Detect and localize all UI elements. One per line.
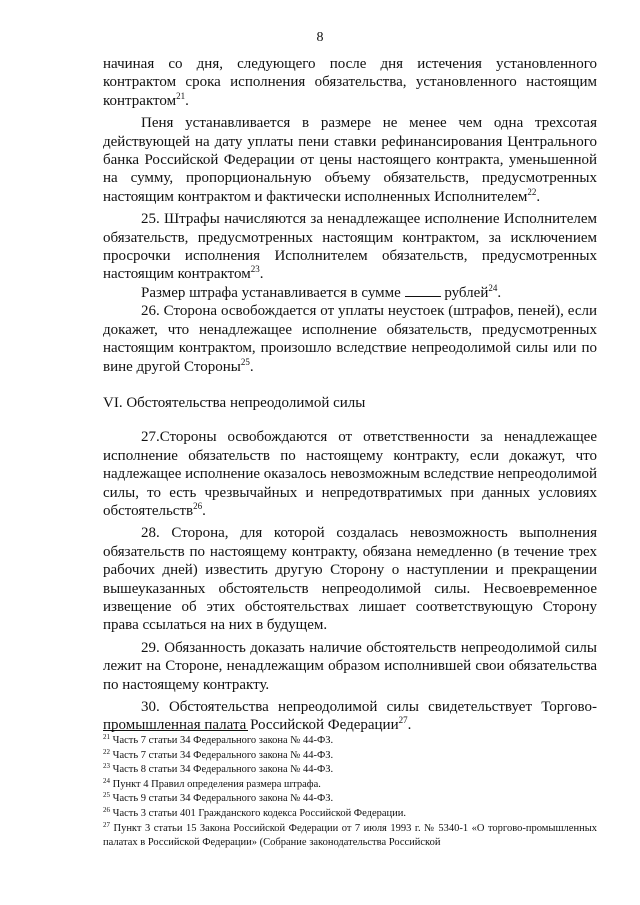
footnote: $^{21}$ Часть 7 статьи 34 Федерального закона № 44-ФЗ. [103,733,334,746]
footnote-ref[interactable]: 21 [176,90,186,101]
footnote-ref[interactable]: 22 [527,186,537,197]
document-body [103,55,597,735]
footnote-divider [103,730,248,731]
footnote: $^{26}$ Часть 3 статьи 401 Гражданского кодекса Российской Федерации. [103,805,407,819]
footnote-ref[interactable]: 24 [488,282,498,293]
paragraph-continuation: начиная со дня, следующего после дня истечения установленного контрактом срока исполнения обязательства, установленного настоящим контрактом$^{21}$. [103,56,597,109]
paragraph-penalty-rate: Пеня устанавливается в размере не менее чем одна трехсотая действующей на дату уплаты пени ставки рефинансирования Центрального банка Российской Федерации от цены настоящего контракта, уменьшенной на сумму, пропорциональную объему обязательств, предусмотренных настоящим контрактом и фактически исполненных Исполнителем$^{22}$. [103,115,597,205]
paragraph-28: 28. Сторона, для которой создалась невозможность выполнения обязательств по настоящему контракту, обязана немедленно (в течение трех рабочих дней) известить другую Сторону о наступлении и прекращении вышеуказанных обстоятельств непреодолимой силы. Несвоевременное извещение об этих обстоятельствах лишает соответствующую Сторону права ссылаться на них в будущем. [103,525,597,634]
footnote: $^{24}$ Пункт 4 Правил определения размера штрафа. [103,776,321,790]
footnote-ref[interactable]: 26 [193,500,203,511]
footnotes-section [103,730,597,851]
paragraph-26: 26. Сторона освобождается от уплаты неустоек (штрафов, пеней), если докажет, что ненадлежащее исполнение обязательств, предусмотренных настоящим контрактом, произошло вследствие непреодолимой силы или по вине другой Стороны$^{25}$. [103,303,597,375]
footnote: $^{27}$ Пункт 3 статьи 15 Закона Российской Федерации от 7 июля 1993 г. № 5340-1 «О торгово-промышленных палатах в Российской Федерации» (Собрание законодательства Российской [103,820,597,849]
paragraph-25: 25. Штрафы начисляются за ненадлежащее исполнение Исполнителем обязательств, предусмотренных настоящим контрактом, за исключением просрочки исполнения Исполнителем обязательств, предусмотренных настоящим контрактом$^{23}$. [103,211,597,283]
footnote: $^{25}$ Часть 9 статьи 34 Федерального закона № 44-ФЗ. [103,791,334,805]
footnote-ref[interactable]: 27 [398,715,408,726]
page-number: 8 [316,30,324,45]
section-heading: VI. Обстоятельства непреодолимой силы [103,394,366,411]
footnote: $^{23}$ Часть 8 статьи 34 Федерального закона № 44-ФЗ. [103,762,334,776]
paragraph-29: 29. Обязанность доказать наличие обстоятельств непреодолимой силы лежит на Стороне, ненадлежащим образом исполнившей свои обязательства по настоящему контракту. [103,639,597,693]
footnote: $^{22}$ Часть 7 статьи 34 Федерального закона № 44-ФЗ. [103,747,334,761]
paragraph-fine-amount: Размер штрафа устанавливается в сумме рублей$^{24}$. [141,282,502,301]
amount-blank-line [405,285,441,297]
footnote-ref[interactable]: 25 [240,356,250,367]
footnote-ref[interactable]: 23 [250,264,260,275]
paragraph-30: 30. Обстоятельства непреодолимой силы свидетельствует Торгово-промышленная палата Российской Федерации$^{27}$. [103,699,597,734]
paragraph-27: 27.Стороны освобождаются от ответственности за ненадлежащее исполнение обязательств по настоящему контракту, если докажут, что надлежащее исполнение оказалось невозможным вследствие непреодолимой силы, то есть чрезвычайных и непредотвратимых при данных условиях обстоятельств$^{26}$. [103,429,597,519]
